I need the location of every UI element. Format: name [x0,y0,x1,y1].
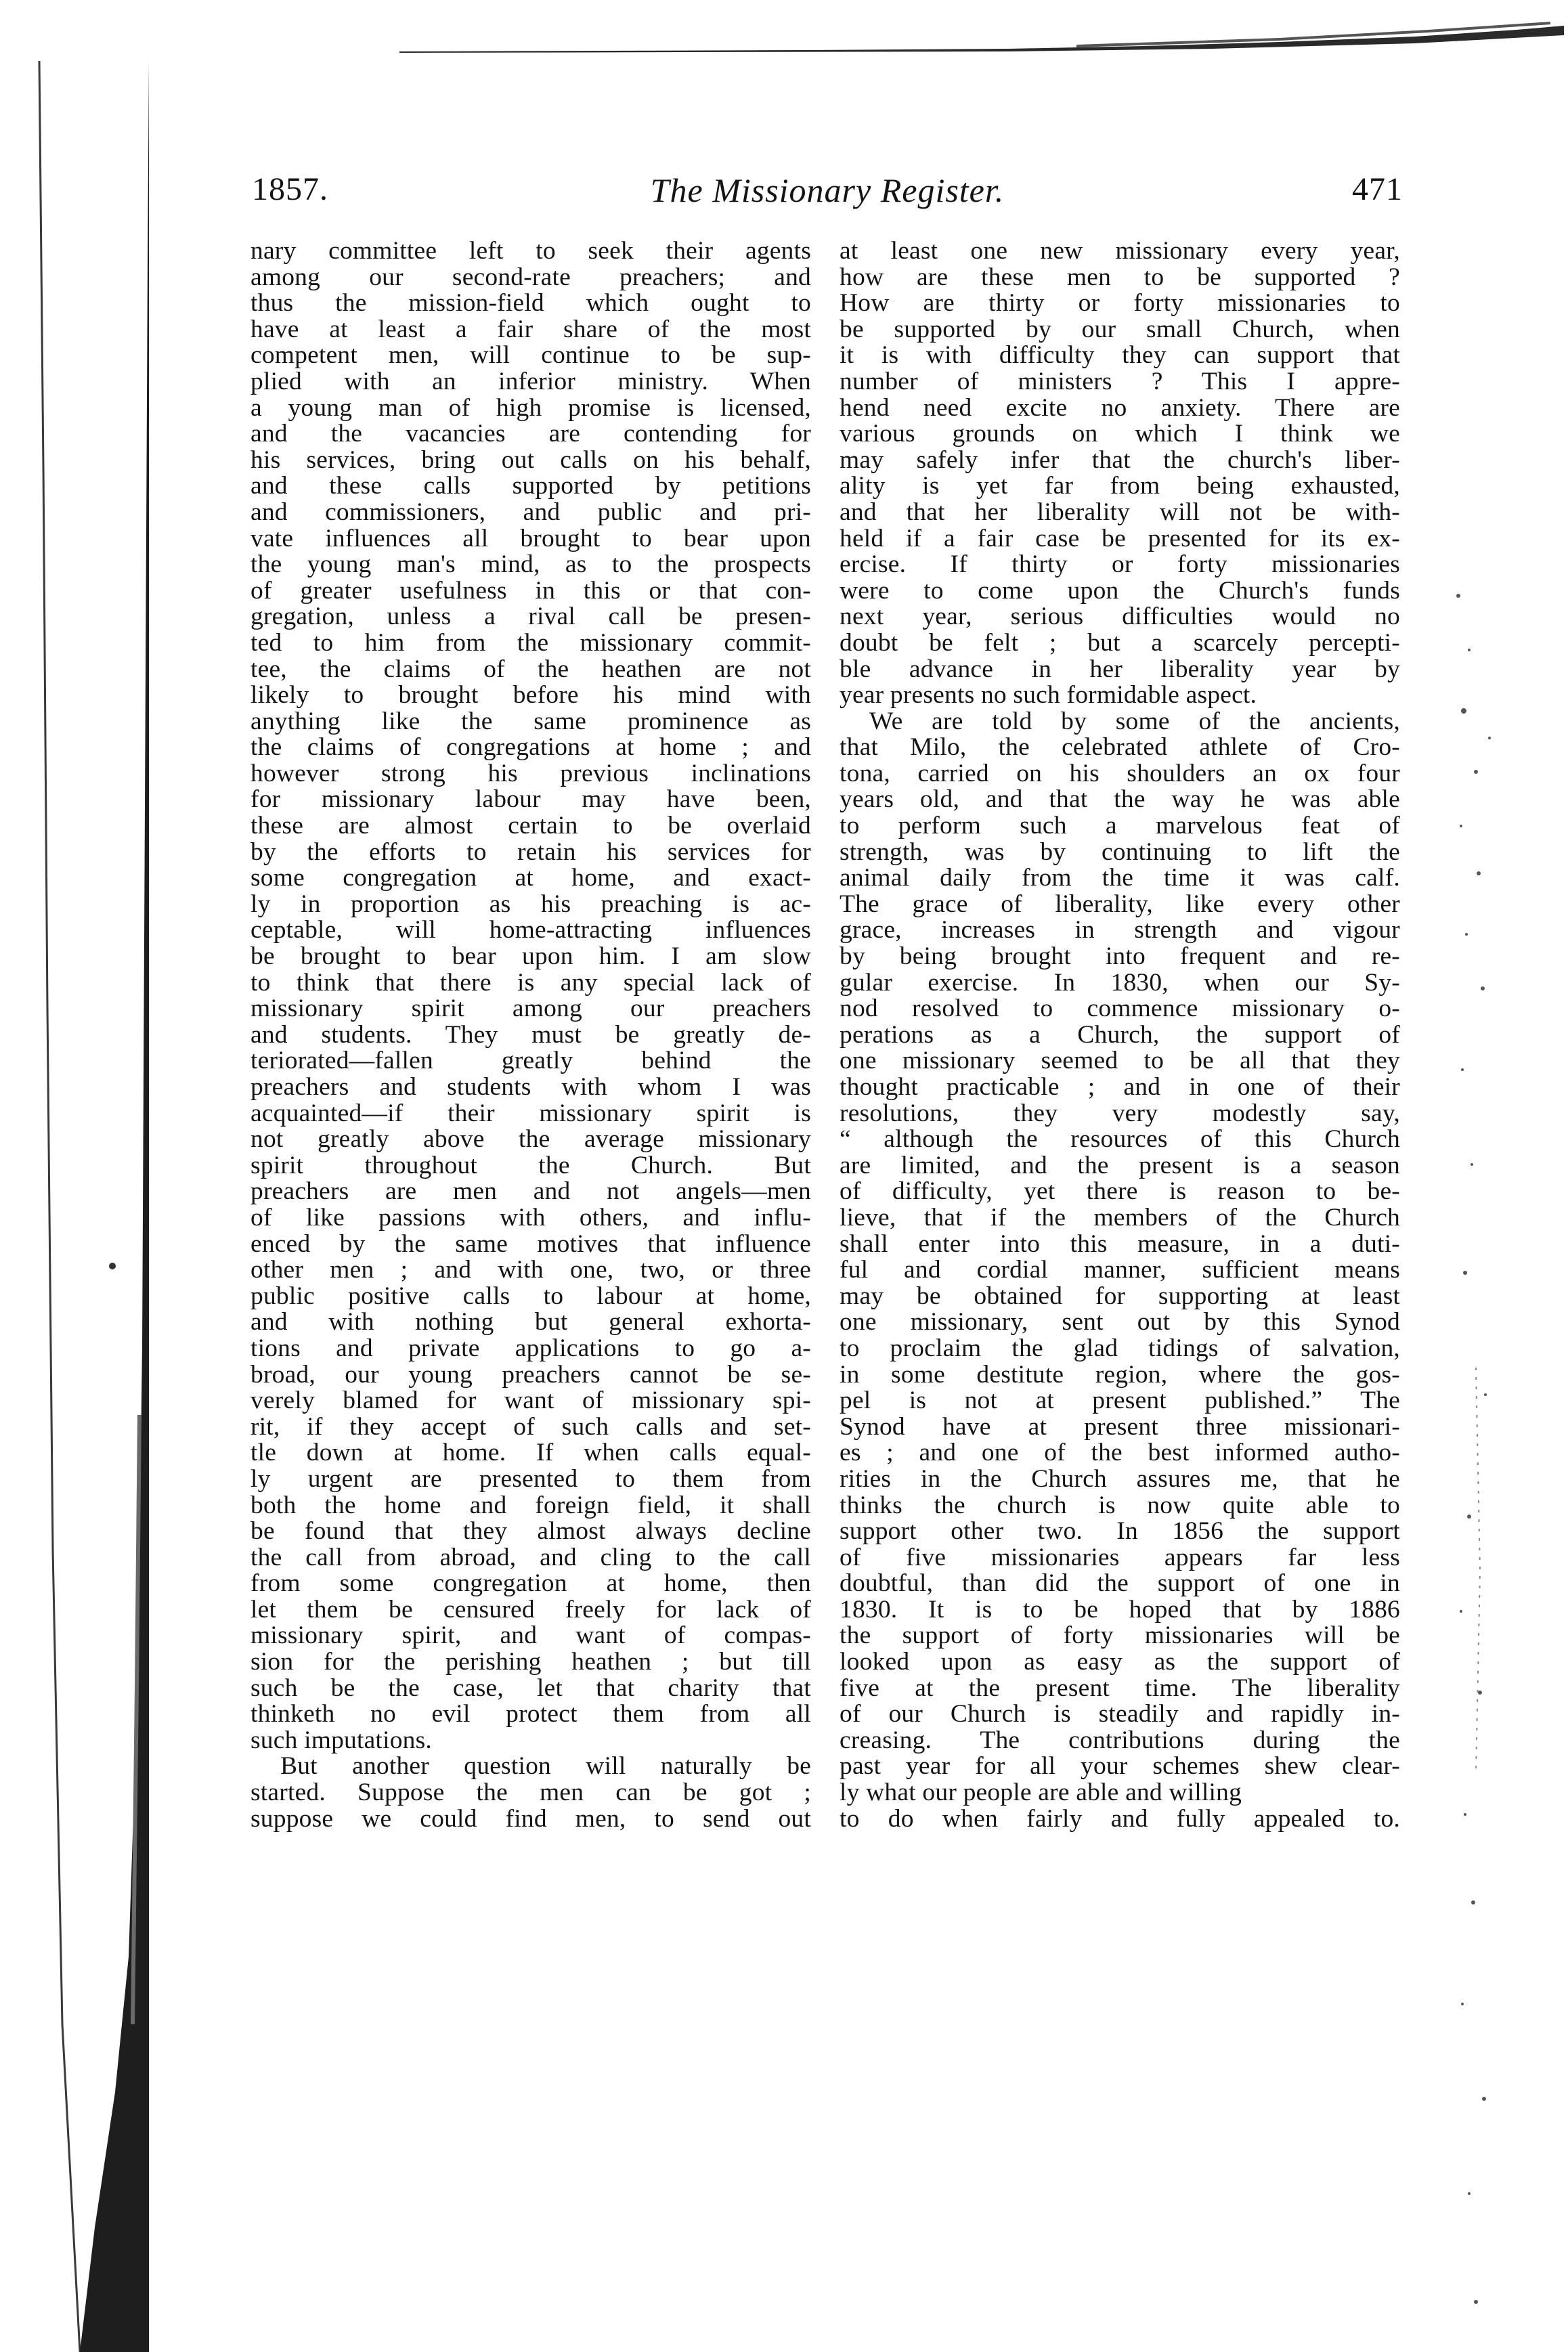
text-line: thought practicable ; and in one of their [840,1073,1400,1101]
text-line: es ; and one of the best informed autho- [840,1439,1400,1467]
text-line: be found that they almost always decline [251,1517,811,1546]
text-line: But another question will naturally be [280,1752,811,1781]
margin-speckle [1449,555,1568,2349]
text-line: grace, increases in strength and vigour [840,916,1400,944]
running-header [252,171,1403,225]
page-number: 471 [1352,171,1403,207]
text-line: thus the mission-field which ought to [251,289,811,318]
text-line: may be obtained for supporting at least [840,1282,1400,1310]
text-line: various grounds on which I think we [840,420,1400,448]
text-line: to think that there is any special lack of [251,968,811,997]
text-line: one missionary seemed to be all that they [840,1047,1400,1075]
text-column-left [251,238,811,1832]
text-line: gular exercise. In 1830, when our Sy- [840,968,1400,997]
text-line: such imputations. [251,1726,432,1754]
text-line: ted to him from the missionary commit- [251,628,811,657]
text-line: lieve, that if the members of the Church [840,1203,1400,1232]
text-line: ful and cordial manner, sufficient means [840,1256,1400,1284]
text-line: 1830. It is to be hoped that by 1886 [840,1595,1400,1624]
text-line: and students. They must be greatly de- [251,1020,811,1049]
text-line: held if a fair case be presented for its ex- [840,524,1400,552]
text-line: hend need excite no anxiety. There are [840,393,1400,422]
text-line: verely blamed for want of missionary spi- [251,1387,811,1415]
text-line: plied with an inferior ministry. When [251,367,811,395]
text-line: from some congregation at home, then [251,1569,811,1598]
text-line: number of ministers ? This I appre- [840,367,1400,395]
text-line: The grace of liberality, like every other [840,890,1400,918]
text-line: animal daily from the time it was calf. [840,864,1400,892]
text-line: ly urgent are presented to them from [251,1464,811,1493]
text-line: public positive calls to labour at home, [251,1282,811,1310]
text-line: tona, carried on his shoulders an ox four [840,759,1400,787]
text-line: missionary spirit among our preachers [251,995,811,1023]
text-line: of greater usefulness in this or that con- [251,576,811,605]
text-line: and commissioners, and public and pri- [251,498,811,526]
text-line: thinks the church is now quite able to [840,1491,1400,1519]
text-line: perations as a Church, the support of [840,1020,1400,1049]
text-line: likely to brought before his mind with [251,681,811,710]
text-line: at least one new missionary every year, [840,237,1400,265]
text-line: of five missionaries appears far less [840,1543,1400,1571]
text-line: next year, serious difficulties would no [840,603,1400,631]
text-line: have at least a fair share of the most [251,315,811,343]
text-line: not greatly above the average missionary [251,1125,811,1154]
text-line: however strong his previous inclinations [251,759,811,787]
text-line: let them be censured freely for lack of [251,1595,811,1624]
header-year: 1857. [252,171,328,207]
text-line: be brought to bear upon him. I am slow [251,942,811,971]
text-line: strength, was by continuing to lift the [840,837,1400,866]
text-line: and with nothing but general exhorta- [251,1308,811,1336]
text-line: of like passions with others, and influ- [251,1203,811,1232]
text-line: anything like the same prominence as [251,707,811,735]
text-line: broad, our young preachers cannot be se- [251,1360,811,1389]
text-line: may safely infer that the church's liber- [840,445,1400,474]
text-line: in some destitute region, where the gos- [840,1360,1400,1389]
text-line: ly what our people are able and willing [840,1779,1242,1807]
text-line: preachers are men and not angels—men [251,1177,811,1206]
binding-shadow [0,61,149,2352]
text-line: preachers and students with whom I was [251,1073,811,1101]
text-line: other men ; and with one, two, or three [251,1256,811,1284]
text-line: started. Suppose the men can be got ; [251,1779,811,1807]
text-line: suppose we could find men, to send out [251,1804,811,1833]
text-line: tle down at home. If when calls equal- [251,1439,811,1467]
text-line: gregation, unless a rival call be presen- [251,603,811,631]
text-line: how are these men to be supported ? [840,263,1400,291]
text-line: and the vacancies are contending for [251,420,811,448]
text-line: rities in the Church assures me, that he [840,1464,1400,1493]
text-line: doubt be felt ; but a scarcely percepti- [840,628,1400,657]
text-line: the young man's mind, as to the prospects [251,550,811,579]
text-line: doubtful, than did the support of one in [840,1569,1400,1598]
text-line: competent men, will continue to be sup- [251,341,811,370]
text-line: the call from abroad, and cling to the call [251,1543,811,1571]
text-line: rit, if they accept of such calls and set- [251,1412,811,1441]
text-line: missionary spirit, and want of compas- [251,1621,811,1650]
text-line: years old, and that the way he was able [840,785,1400,814]
text-line: creasing. The contributions during the [840,1726,1400,1754]
text-column-right [840,238,1400,1832]
text-line: of our Church is steadily and rapidly in- [840,1700,1400,1728]
text-line: be supported by our small Church, when [840,315,1400,343]
text-line: We are told by some of the ancients, [869,707,1400,735]
text-line: spirit throughout the Church. But [251,1151,811,1179]
text-line: are limited, and the present is a season [840,1151,1400,1179]
text-line: shall enter into this measure, in a duti- [840,1229,1400,1258]
column-gutter [825,238,826,2276]
text-line: by the efforts to retain his services for [251,837,811,866]
text-line: support other two. In 1856 the support [840,1517,1400,1546]
text-line: that Milo, the celebrated athlete of Cro- [840,733,1400,762]
text-line: his services, bring out calls on his behalf, [251,445,811,474]
text-line: year presents no such formidable aspect. [840,681,1257,710]
text-line: the support of forty missionaries will be [840,1621,1400,1650]
text-line: for missionary labour may have been, [251,785,811,814]
text-line: by being brought into frequent and re- [840,942,1400,971]
text-line: vate influences all brought to bear upon [251,524,811,552]
text-line: sion for the perishing heathen ; but till [251,1648,811,1676]
text-line: nary committee left to seek their agents [251,237,811,265]
text-line: nod resolved to commence missionary o- [840,995,1400,1023]
text-line: and that her liberality will not be with- [840,498,1400,526]
text-line: ceptable, will home-attracting influences [251,916,811,944]
text-line: ality is yet far from being exhausted, [840,472,1400,500]
text-line: Synod have at present three missionari- [840,1412,1400,1441]
text-line: resolutions, they very modestly say, [840,1099,1400,1127]
text-line: were to come upon the Church's funds [840,576,1400,605]
journal-title: The Missionary Register. [650,171,1005,209]
text-line: tee, the claims of the heathen are not [251,655,811,683]
text-line: enced by the same motives that influence [251,1229,811,1258]
text-line: a young man of high promise is licensed, [251,393,811,422]
text-line: “ although the resources of this Church [840,1125,1400,1154]
text-line: looked upon as easy as the support of [840,1648,1400,1676]
torn-top-edge [399,22,1564,53]
text-line: tions and private applications to go a- [251,1334,811,1362]
text-line: it is with difficulty they can support that [840,341,1400,370]
text-line: past year for all your schemes shew clear- [840,1752,1400,1781]
text-line: one missionary, sent out by this Synod [840,1308,1400,1336]
text-line: these are almost certain to be overlaid [251,812,811,840]
text-line: thinketh no evil protect them from all [251,1700,811,1728]
text-line: ble advance in her liberality year by [840,655,1400,683]
text-line: acquainted—if their missionary spirit is [251,1099,811,1127]
text-line: to proclaim the glad tidings of salvation, [840,1334,1400,1362]
text-line: to do when fairly and fully appealed to. [840,1804,1400,1833]
text-line: to perform such a marvelous feat of [840,812,1400,840]
text-line: five at the present time. The liberality [840,1674,1400,1702]
text-line: pel is not at present published.” The [840,1387,1400,1415]
text-line: and these calls supported by petitions [251,472,811,500]
text-line: of difficulty, yet there is reason to be- [840,1177,1400,1206]
text-line: teriorated—fallen greatly behind the [251,1047,811,1075]
text-line: ly in proportion as his preaching is ac- [251,890,811,918]
text-line: some congregation at home, and exact- [251,864,811,892]
text-line: the claims of congregations at home ; and [251,733,811,762]
text-line: both the home and foreign field, it shall [251,1491,811,1519]
text-line: among our second-rate preachers; and [251,263,811,291]
text-line: How are thirty or forty missionaries to [840,289,1400,318]
text-line: such be the case, let that charity that [251,1674,811,1702]
text-line: ercise. If thirty or forty missionaries [840,550,1400,579]
